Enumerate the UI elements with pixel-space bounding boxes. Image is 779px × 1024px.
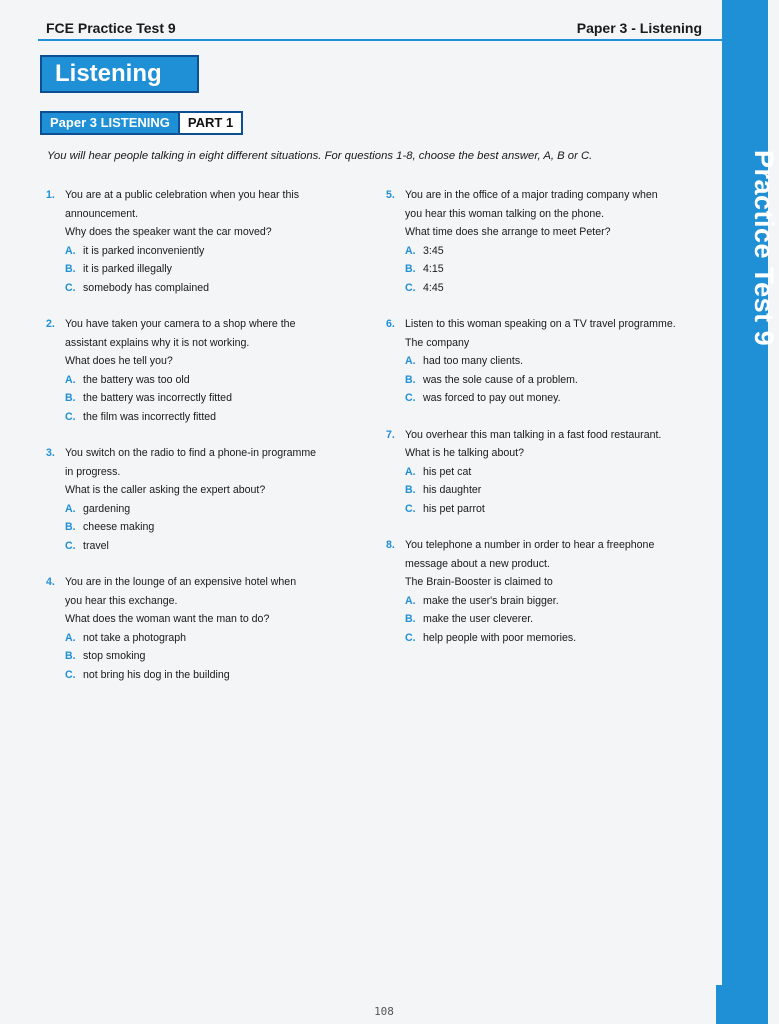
- question-text-line: You overhear this man talking in a fast food restaurant.: [405, 428, 662, 441]
- side-tab: [722, 0, 768, 985]
- option-c: C. 4:45: [405, 281, 444, 294]
- question-8: [386, 536, 716, 647]
- question-column-left: [46, 186, 366, 684]
- question-number: 1.: [46, 189, 55, 201]
- part-bar: [40, 111, 243, 135]
- question-text-line: assistant explains why it is not working.: [65, 336, 250, 349]
- option-c: C. was forced to pay out money.: [405, 392, 561, 404]
- question-number: 4.: [46, 576, 55, 588]
- option-c: C. somebody has complained: [65, 281, 210, 294]
- question-text-line: You have taken your camera to a shop where the: [65, 318, 296, 330]
- question-text-line: What does he tell you?: [65, 355, 173, 367]
- option-c: C. help people with poor memories.: [405, 631, 577, 644]
- question-number: 8.: [386, 539, 395, 551]
- question-text-line: You switch on the radio to find a phone-in programme: [65, 447, 317, 459]
- option-a: A. it is parked inconveniently: [65, 244, 205, 257]
- question-7: [386, 426, 716, 519]
- question-text-line: You are at a public celebration when you hear this: [65, 189, 300, 201]
- question-5: [386, 186, 716, 297]
- question-text-line: message about a new product.: [405, 557, 550, 570]
- question-text-line: What is the caller asking the expert about?: [65, 484, 266, 496]
- option-b: B. cheese making: [65, 521, 155, 533]
- question-text-line: The company: [405, 336, 470, 349]
- option-b: B. his daughter: [405, 484, 482, 496]
- option-b: B. make the user cleverer.: [405, 613, 534, 625]
- option-a: A. make the user's brain bigger.: [405, 594, 559, 607]
- question-text-line: The Brain-Booster is claimed to: [405, 576, 553, 588]
- option-c: C. his pet parrot: [405, 502, 485, 515]
- question-number: 2.: [46, 318, 55, 330]
- question-number: 5.: [386, 189, 395, 201]
- question-text-line: in progress.: [65, 465, 121, 478]
- option-a: A. 3:45: [405, 244, 444, 257]
- question-text-line: What time does she arrange to meet Peter?: [405, 226, 611, 238]
- question-text-line: You are in the lounge of an expensive hotel when: [65, 576, 297, 588]
- question-text-line: Why does the speaker want the car moved?: [65, 226, 272, 238]
- question-4: [46, 573, 366, 684]
- question-2: [46, 315, 366, 426]
- option-a: A. had too many clients.: [405, 355, 524, 367]
- option-b: B. was the sole cause of a problem.: [405, 373, 578, 386]
- option-b: B. stop smoking: [65, 650, 146, 662]
- question-text-line: What is he talking about?: [405, 447, 524, 459]
- option-b: B. 4:15: [405, 263, 444, 275]
- paper-label: Paper 3 LISTENING: [50, 115, 170, 130]
- question-text-line: you hear this exchange.: [65, 594, 178, 607]
- question-1: [46, 186, 366, 297]
- question-text-line: you hear this woman talking on the phone.: [405, 207, 605, 220]
- option-b: B. the battery was incorrectly fitted: [65, 392, 232, 404]
- option-b: B. it is parked illegally: [65, 263, 172, 275]
- option-a: A. his pet cat: [405, 465, 472, 478]
- question-text-line: You telephone a number in order to hear a freephone: [405, 539, 655, 551]
- header-divider: [38, 39, 726, 41]
- question-text-line: announcement.: [65, 207, 139, 220]
- section-title: Listening: [40, 55, 199, 93]
- option-a: A. gardening: [65, 502, 131, 515]
- header-test-title: FCE Practice Test 9: [46, 20, 176, 36]
- option-c: C. not bring his dog in the building: [65, 668, 230, 681]
- question-text-line: Listen to this woman speaking on a TV travel programme.: [405, 318, 676, 330]
- option-a: A. not take a photograph: [65, 631, 187, 644]
- option-c: C. the film was incorrectly fitted: [65, 410, 217, 423]
- question-column-right: [386, 186, 716, 647]
- option-c: C. travel: [65, 539, 109, 552]
- side-tab-label: Practice Test 9: [749, 150, 779, 347]
- page-number: 108: [374, 1005, 394, 1018]
- question-number: 7.: [386, 428, 395, 441]
- option-a: A. the battery was too old: [65, 373, 190, 386]
- question-text-line: You are in the office of a major trading company when: [405, 189, 658, 201]
- question-text-line: What does the woman want the man to do?: [65, 613, 270, 625]
- question-3: [46, 444, 366, 555]
- question-6: [386, 315, 716, 408]
- header-paper-title: Paper 3 - Listening: [576, 20, 702, 36]
- question-number: 6.: [386, 318, 395, 330]
- question-number: 3.: [46, 447, 55, 459]
- instructions: You will hear people talking in eight different situations. For questions 1-8, choose the best answer, A, B or C.: [47, 150, 593, 162]
- part-label: PART 1: [178, 113, 241, 133]
